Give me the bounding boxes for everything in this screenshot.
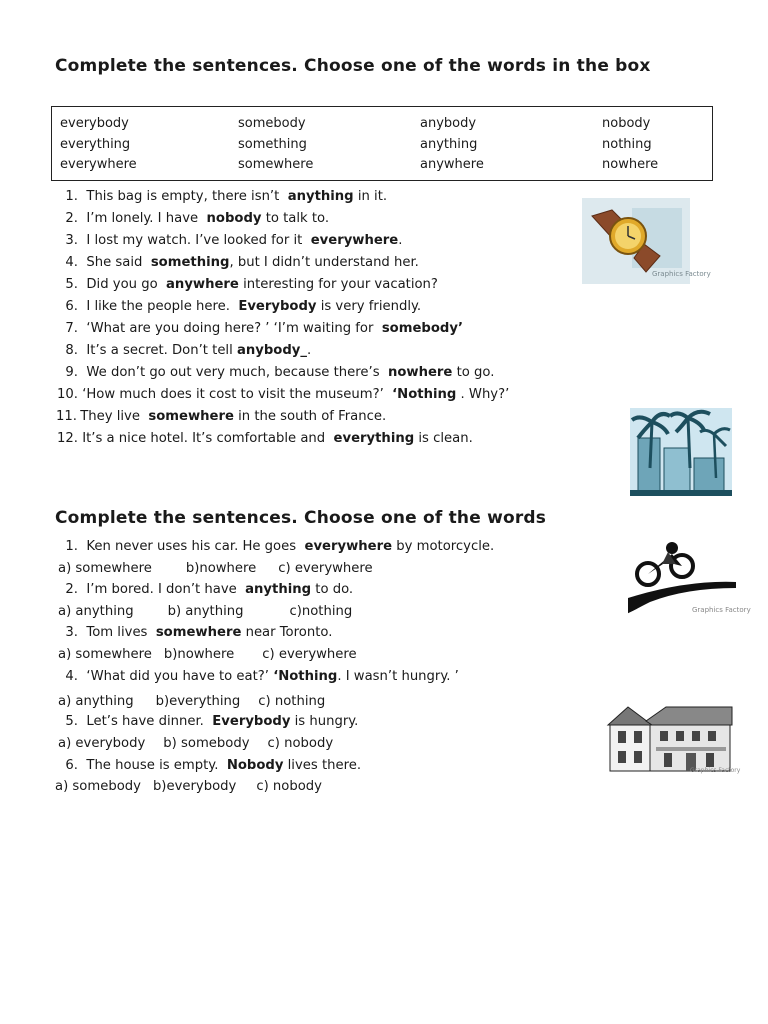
answer: anywhere (166, 277, 239, 292)
word-box-column-any (420, 114, 484, 176)
answer: anything (245, 582, 312, 597)
option: a) anything (58, 694, 134, 709)
question-3: 3. Tom lives somewhere near Toronto. (65, 625, 333, 640)
answer: somebody’ (381, 321, 463, 336)
moto-caption: Graphics Factory (692, 606, 751, 614)
motorcycle-clipart-icon (626, 540, 751, 620)
option: c) everywhere (262, 647, 357, 662)
question-6: 6. The house is empty. Nobody lives there. (65, 758, 362, 773)
answer: Everybody (212, 714, 291, 729)
options-2 (58, 603, 352, 621)
watch-caption: Graphics Factory (652, 270, 711, 278)
word-box-word: nothing (602, 136, 652, 152)
sentence-12: 12. It’s a nice hotel. It’s comfortable and everything is clean. (57, 431, 473, 446)
options-5 (58, 735, 333, 753)
sentence-10: 10. ‘How much does it cost to visit the museum?’ ‘Nothing . Why?’ (57, 387, 510, 402)
word-box-word: anybody (420, 116, 477, 131)
answer: everywhere (304, 539, 393, 554)
word-box-word: everybody (60, 116, 129, 131)
option: b)nowhere (163, 647, 235, 662)
sentence-4: 4. She said something, but I didn’t understand her. (65, 255, 419, 270)
answer: anything (287, 189, 354, 204)
word-box-word: everywhere (60, 157, 137, 172)
sentence-8: 8. It’s a secret. Don’t tell anybody_. (65, 343, 312, 358)
word-box-word: somebody (238, 116, 306, 131)
word-box-column-every (60, 114, 137, 176)
option: c)nothing (289, 604, 353, 619)
answer: Everybody (238, 299, 317, 314)
answer: ‘Nothing (273, 669, 338, 684)
word-box-column-no (602, 114, 658, 176)
answer: somewhere (155, 625, 242, 640)
options-4 (58, 693, 325, 711)
answer: something (150, 255, 230, 270)
answer: nowhere (387, 365, 453, 380)
sentence-5: 5. Did you go anywhere interesting for your vacation? (65, 277, 438, 292)
sentence-7: 7. ‘What are you doing here? ’ ‘I’m waiting for somebody’ (65, 321, 463, 336)
hotel-palms-clipart-icon (630, 408, 732, 496)
options-1 (58, 560, 373, 578)
house-caption: Graphics Factory (690, 767, 741, 774)
question-4: 4. ‘What did you have to eat?’ ‘Nothing. I wasn’t hungry. ’ (65, 669, 459, 684)
house-clipart-icon (606, 703, 741, 774)
options-3 (58, 646, 357, 664)
sentence-6: 6. I like the people here. Everybody is very friendly. (65, 299, 422, 314)
answer: ‘Nothing (392, 387, 457, 402)
option: b)everything (155, 694, 241, 709)
word-box-word: nowhere (602, 157, 659, 172)
option: b) somebody (163, 736, 250, 751)
word-box-word: everything (60, 136, 131, 152)
option: c) nothing (258, 694, 326, 709)
wristwatch-clipart-icon (582, 198, 711, 284)
word-box-word: something (238, 136, 307, 152)
word-box-word: anywhere (420, 157, 484, 172)
option: c) nobody (256, 779, 322, 794)
options-6 (55, 778, 322, 796)
answer: nobody (206, 211, 262, 226)
answer: anybody_ (236, 343, 307, 358)
sentence-2: 2. I’m lonely. I have nobody to talk to. (65, 211, 330, 226)
option: c) everywhere (278, 561, 373, 576)
answer: everywhere (310, 233, 399, 248)
answer: everything (333, 431, 415, 446)
word-box-word: anything (420, 136, 478, 152)
question-1: 1. Ken never uses his car. He goes everywhere by motorcycle. (65, 539, 495, 554)
option: b) anything (167, 604, 244, 619)
question-2: 2. I’m bored. I don’t have anything to do. (65, 582, 354, 597)
sentence-3: 3. I lost my watch. I’ve looked for it everywhere. (65, 233, 403, 248)
option: a) anything (58, 604, 134, 619)
option: c) nobody (267, 736, 334, 751)
answer: somewhere (148, 409, 234, 424)
option: a) everybody (58, 736, 146, 751)
option: a) somebody (55, 779, 141, 794)
word-box-word: somewhere (238, 157, 314, 172)
word-box-word: nobody (602, 116, 651, 131)
option: a) somewhere (58, 647, 152, 662)
question-5: 5. Let’s have dinner. Everybody is hungry. (65, 714, 359, 729)
word-box-column-some (238, 114, 313, 176)
sentence-9: 9. We don’t go out very much, because there’s nowhere to go. (65, 365, 495, 380)
option: a) somewhere (58, 561, 152, 576)
sentence-1: 1. This bag is empty, there isn’t anything in it. (65, 189, 388, 204)
option: b)nowhere (185, 561, 257, 576)
option: b)everybody (152, 779, 237, 794)
section2-heading: Complete the sentences. Choose one of the words (55, 508, 547, 528)
section1-heading: Complete the sentences. Choose one of the words in the box (55, 56, 651, 76)
answer: Nobody (226, 758, 284, 773)
word-box (51, 106, 713, 181)
sentence-11: 11. They live somewhere in the south of France. (56, 409, 387, 424)
